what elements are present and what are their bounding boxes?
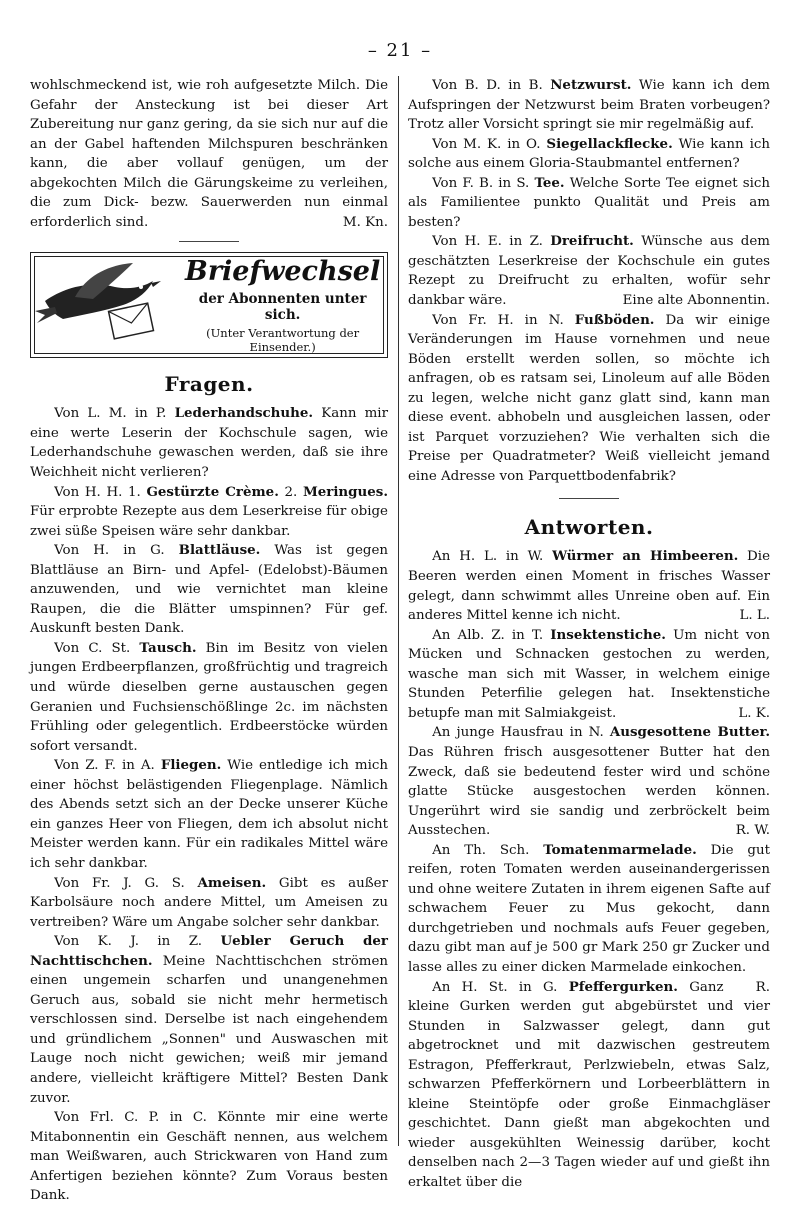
intro-paragraph: wohlschmeckend ist, wie roh aufgesetzte Milch. Die Gefahr der Ansteckung ist bei dieser Art Zubereitung nur ganz gering, da sie sich nur auf die an der Gabel haftenden Milchspuren beschränken kann, die aber vollauf genügen, um der abgekochten Milch die Gärungskeime zu verleihen, die zum Dick- bezw. Sauerwerden nun einmal erforderlich sind. M. Kn. [30,76,388,232]
question-item: Von K. J. in Z. Uebler Geruch der Nachttischchen. Meine Nachttischchen strömen einen ungemein scharfen und unangenehmen Geruch aus, sobald sie nicht mehr hermetisch verschlossen sind. Derselbe ist nach eingehendem und gründlichem „Sonnen" und Auswaschen mit Lauge noch nicht gewichen; weiß mir jemand andere, vielleicht kräftigere Mittel? Besten Dank zuvor. [30,933,388,1106]
answer-item: An Alb. Z. in T. Insektenstiche. Um nicht von Mücken und Schnacken gestochen zu werden, wasche man sich mit Wasser, in welchem einige Stunden Peterfilie gelegen hat. Insektenstiche betupfe man mit Salmiakgeist. L. K. [408,626,770,724]
answer-item: An junge Hausfrau in N. Ausgesottene Butter. Das Rühren frisch ausgesottener Butter hat den Zweck, daß sie bedeutend fester wird und schöne glatte Stücke ausgestochen werden können. Ungerührt wird sie sandig und zerbröckelt beim Ausstechen. R. W. [408,723,770,840]
question-item: Von F. B. in S. Tee. Welche Sorte Tee eignet sich als Familientee punkto Qualität und Preis am besten? [408,174,771,230]
question-item: Von M. K. in O. Siegellackflecke. Wie kann ich solche aus einem Gloria-Staubmantel entfernen? [408,135,770,172]
column-divider [398,76,399,1146]
answer-signature: R. W. [735,823,770,839]
question-item: Von H. in G. Blattläuse. Was ist gegen Blattläuse an Birn- und Apfel- (Edelobst)-Bäumen anzuwenden, und wie vernichtet man kleine Raupen, die die Blätter umspinnen? Für gef. Auskunft besten Dank. [30,542,389,637]
separator [179,241,239,242]
question-item: Von L. M. in P. Lederhandschuhe. Kann mir eine werte Leserin der Kochschule sagen, wie Lederhandschuhe gewaschen werden, daß sie ihre Weichheit nicht verlieren? [30,405,388,481]
fragen-heading: Fragen. [164,372,254,397]
question-item: Von Z. F. in A. Fliegen. Wie entledige ich mich einer höchst belästigenden Fliegenplage. Nämlich des Abends setzt sich an der Decke unserer Küche ein ganzes Heer von Fliegen, dem ich absolut nicht Meister werden kann. Für ein radikales Mittel wäre ich sehr dankbar. [30,757,388,871]
briefwechsel-note: (Unter Verantwortung der Einsender.) [206,326,360,355]
bird-with-letter-icon [35,257,185,353]
question-item: Von B. D. in B. Netzwurst. Wie kann ich dem Aufspringen der Netzwurst beim Braten vorbeugen? Trotz aller Vorsicht springt sie mir regelmäßig auf. [408,77,770,133]
answer-item: An H. L. in W. Würmer an Himbeeren. Die Beeren werden einen Moment in frisches Wasser gelegt, dann schwimmt alles Unreine oben auf. Ein anderes Mittel kenne ich nicht. L. L. [408,547,770,625]
question-item: Von H. H. 1. Gestürzte Crème. 2. Meringues. Für erprobte Rezepte aus dem Leserkreise für obige zwei süße Speisen wäre sehr dankbar. [30,483,388,539]
question-item: Von C. St. Tausch. Bin im Besitz von vielen jungen Erdbeerpflanzen, großfrüchtig und tragreich und würde dieselben gerne austauschen gegen Geranien und Fuchsienschößlinge 2c. im nächsten Frühling oder gelegentlich. Erdbeerstöcke würden sofort versandt. [30,639,388,754]
briefwechsel-title: Briefwechsel [185,256,381,288]
briefwechsel-subtitle: der Abonnenten unter sich. [198,291,367,324]
intro-signature: M. Kn. [342,214,388,230]
question-item: Von H. E. in Z. Dreifrucht. Wünsche aus dem geschätzten Leserkreise der Kochschule ein gutes Rezept zu Dreifrucht zu erhalten, wofür sehr dankbar wäre. Eine alte Abonnentin. [408,232,770,310]
separator [559,498,619,499]
page-number: – 21 – [367,40,433,61]
question-item: Von Fr. J. G. S. Ameisen. Gibt es außer Karbolsäure noch andere Mittel, um Ameisen zu vertreiben? Wäre um Angabe solcher sehr dankbar. [30,874,388,930]
answer-item: An Th. Sch. Tomatenmarmelade. Die gut reifen, roten Tomaten werden auseinandergerissen und ohne weitere Zutaten in ihrem eigenen Safte auf schwachem Feuer zu Mus gekocht, dann durchgetrieben und nochmals aufs Feuer gegeben, dazu gibt man auf je 500 gr Mark 250 gr Zucker und lasse alles zu einer dicken Marmelade einkochen. R. [408,841,770,978]
question-item: Von Frl. C. P. in C. Könnte mir eine werte Mitabonnentin ein Geschäft nennen, aus welchem man Weißwaren, auch Strickwaren von Hand zum Anfertigen beziehen könnte? Zum Voraus besten Dank. [30,1110,388,1204]
antworten-heading: Antworten. [524,515,654,540]
question-item: Von Fr. H. in N. Fußböden. Da wir einige Veränderungen im Hause vornehmen und neue Böden erstellt werden sollen, so möchte ich anfragen, ob es ratsam sei, Linoleum auf alle Böden zu legen, welche nicht ganz glatt sind, kann man diese event. abhobeln und ausgleichen lassen, oder ist Parquet vorzuziehen? Wie verhalten sich die Preise per Quadratmeter? Weiß vielleicht jemand eine Adresse von Parquettbodenfabrik? [408,311,770,484]
answer-signature: R. [755,979,770,995]
right-column [408,76,770,1193]
answer-signature: L. L. [739,608,770,624]
left-column [30,76,388,1206]
question-signature: Eine alte Abonnentin. [622,293,770,309]
answer-item: An H. St. in G. Pfeffergurken. Ganz kleine Gurken werden gut abgebürstet und vier Stunden in Salzwasser gelegt, dann gut abgetrocknet und mit dazwischen gestreutem Estragon, Pfefferkraut, Perlzwiebeln, etwas Salz, schwarzen Pfefferkörnern und Lorbeerblättern in kleine Steintöpfe oder große Einmachgläser geschichtet. Dann gießt man abgekochten und wieder ausgekühlten Weinessig darüber, kocht denselben nach 2—3 Tagen wieder auf und gießt ihn erkaltet über die [408,978,770,1190]
briefwechsel-box [30,252,388,358]
answer-signature: L. K. [738,705,770,721]
